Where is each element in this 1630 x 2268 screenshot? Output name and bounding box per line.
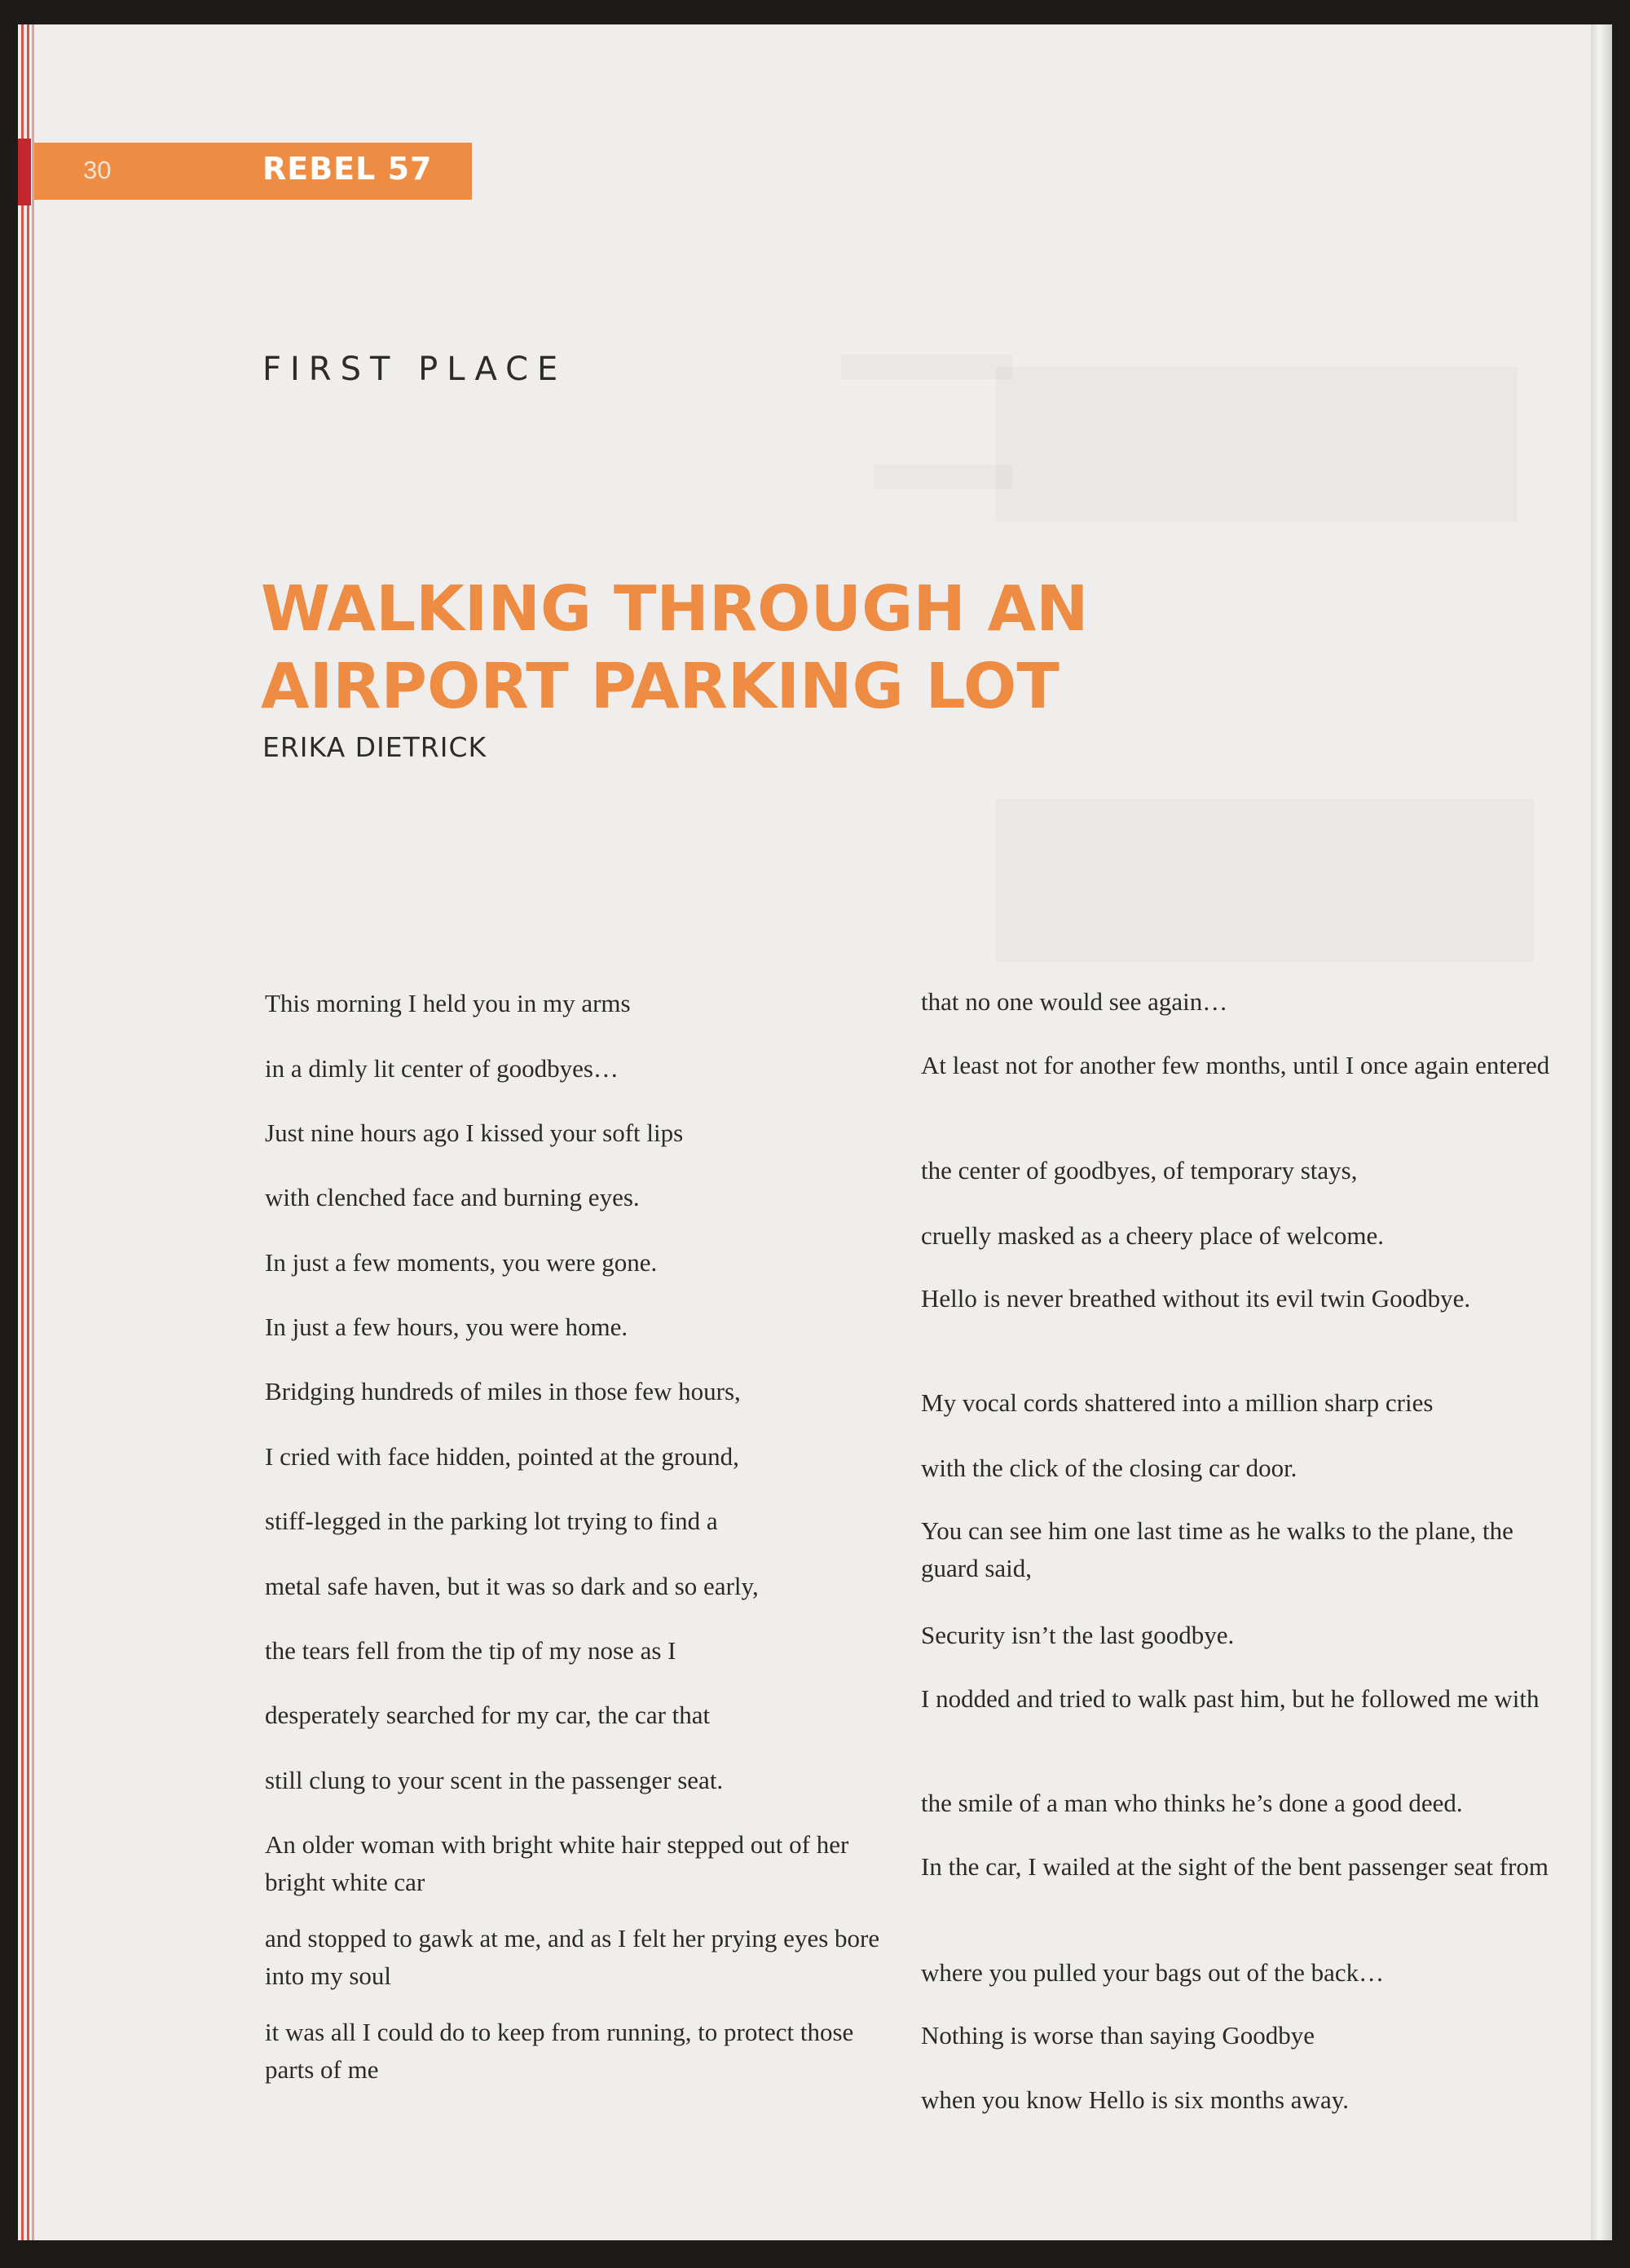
poem-line: Security isn’t the last goodbye. (921, 1621, 1235, 1649)
magazine-name: REBEL 57 (262, 151, 433, 187)
binding-stripe (21, 24, 24, 2240)
show-through (996, 799, 1534, 962)
poem-line: Hello is never breathed without its evil twin Goodbye. (921, 1284, 1471, 1313)
award-label: FIRST PLACE (262, 351, 567, 388)
poem-line: it was all I could do to keep from running, to protect those parts of me (265, 2018, 854, 2084)
page-marker-ribbon (18, 139, 31, 205)
poem-line: In just a few hours, you were home. (265, 1313, 628, 1341)
poem-line: the center of goodbyes, of temporary stays, (921, 1156, 1358, 1185)
poem-line: You can see him one last time as he walks to the plane, the guard said, (921, 1516, 1513, 1582)
show-through (874, 465, 1012, 489)
poem-line: In just a few moments, you were gone. (265, 1248, 658, 1277)
poem-line: the smile of a man who thinks he’s done a good deed. (921, 1789, 1463, 1817)
poem-line: with the click of the closing car door. (921, 1454, 1297, 1482)
poem-line: My vocal cords shattered into a million sharp cries (921, 1388, 1434, 1417)
poem-line: when you know Hello is six months away. (921, 2085, 1349, 2114)
binding-stripe (27, 24, 29, 2240)
poem-title-line: AIRPORT PARKING LOT (261, 651, 1060, 723)
poem-line: and stopped to gawk at me, and as I felt her prying eyes bore into my soul (265, 1924, 880, 1990)
poem-line: Just nine hours ago I kissed your soft lips (265, 1119, 684, 1147)
poem-title (261, 571, 1239, 726)
poem-line: I nodded and tried to walk past him, but he followed me with (921, 1684, 1540, 1713)
poem-title-line: WALKING THROUGH AN (261, 573, 1089, 646)
poem-line: I cried with face hidden, pointed at the ground, (265, 1442, 739, 1471)
binding-stripe (32, 24, 34, 2240)
poem-line: desperately searched for my car, the car that (265, 1701, 711, 1729)
poem-line: the tears fell from the tip of my nose as I (265, 1636, 676, 1665)
poem-line: Bridging hundreds of miles in those few hours, (265, 1377, 741, 1405)
show-through (996, 367, 1518, 522)
page-edge (1591, 24, 1612, 2240)
poem-line: This morning I held you in my arms (265, 989, 631, 1017)
poem-line: Nothing is worse than saying Goodbye (921, 2021, 1315, 2050)
poem-line: metal safe haven, but it was so dark and so early, (265, 1572, 759, 1600)
page-number: 30 (83, 156, 112, 184)
show-through (841, 355, 1012, 379)
poem-line: still clung to your scent in the passenger seat. (265, 1766, 724, 1794)
poem-line: that no one would see again… (921, 987, 1228, 1016)
poem-line: An older woman with bright white hair stepped out of her bright white car (265, 1830, 849, 1896)
poem-line: In the car, I wailed at the sight of the bent passenger seat from (921, 1852, 1549, 1881)
poem-line: with clenched face and burning eyes. (265, 1183, 640, 1211)
poem-line: stiff-legged in the parking lot trying to find a (265, 1507, 718, 1535)
poem-line: cruelly masked as a cheery place of welcome. (921, 1221, 1385, 1250)
author-name: ERIKA DIETRICK (262, 731, 487, 763)
poem-line: At least not for another few months, until I once again entered (921, 1051, 1550, 1079)
poem-line: in a dimly lit center of goodbyes… (265, 1054, 619, 1083)
poem-line: where you pulled your bags out of the back… (921, 1958, 1385, 1987)
magazine-page (18, 24, 1612, 2240)
